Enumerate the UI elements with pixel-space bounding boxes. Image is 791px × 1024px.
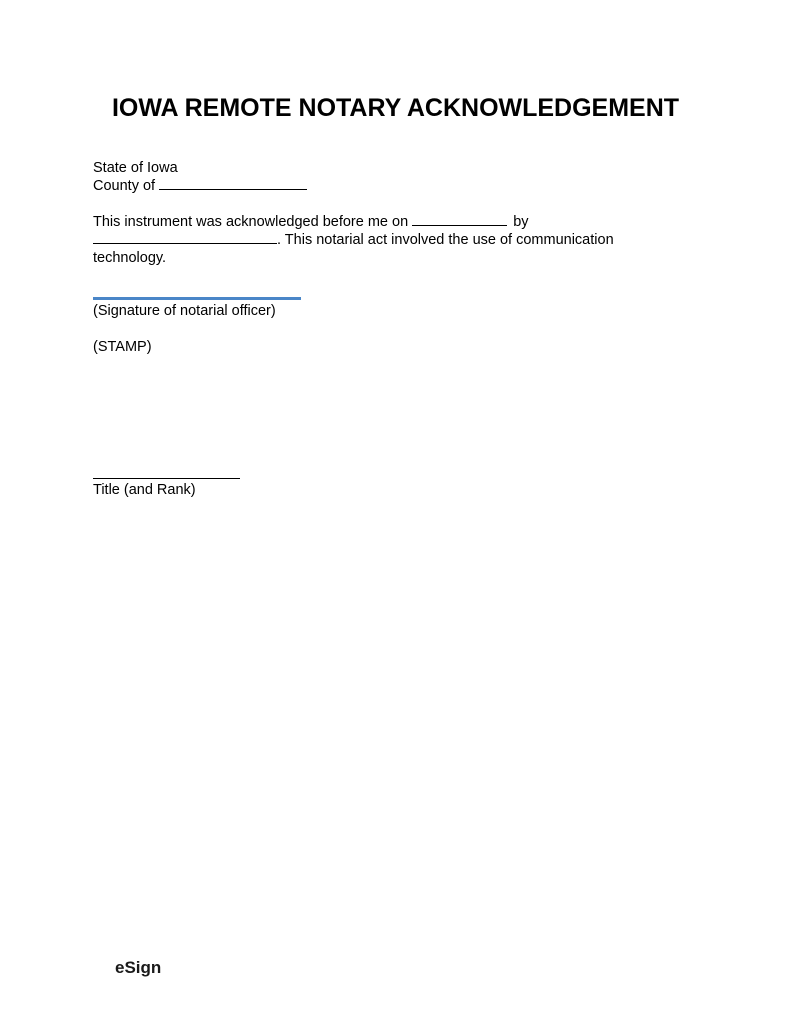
county-label: County of — [93, 178, 156, 194]
name-blank[interactable] — [93, 231, 277, 244]
ack-line-1 — [93, 213, 529, 231]
document-title: IOWA REMOTE NOTARY ACKNOWLEDGEMENT — [111, 94, 680, 122]
signature-line[interactable] — [93, 297, 301, 300]
county-line — [93, 177, 307, 195]
county-blank[interactable] — [159, 177, 307, 190]
ack-text-1: This instrument was acknowledged before me on — [93, 214, 409, 230]
stamp-label: (STAMP) — [93, 339, 152, 355]
esign-logo: eSign — [115, 958, 162, 977]
date-blank[interactable] — [412, 213, 507, 226]
title-rank-caption: Title (and Rank) — [93, 482, 196, 498]
state-line: State of Iowa — [93, 160, 178, 176]
ack-text-2: . This notarial act involved the use of communication — [277, 232, 614, 248]
title-rank-line[interactable] — [93, 478, 240, 479]
ack-line-2 — [93, 231, 614, 249]
signature-caption: (Signature of notarial officer) — [93, 303, 276, 319]
ack-by: by — [513, 214, 529, 230]
ack-line-3: technology. — [93, 250, 167, 266]
